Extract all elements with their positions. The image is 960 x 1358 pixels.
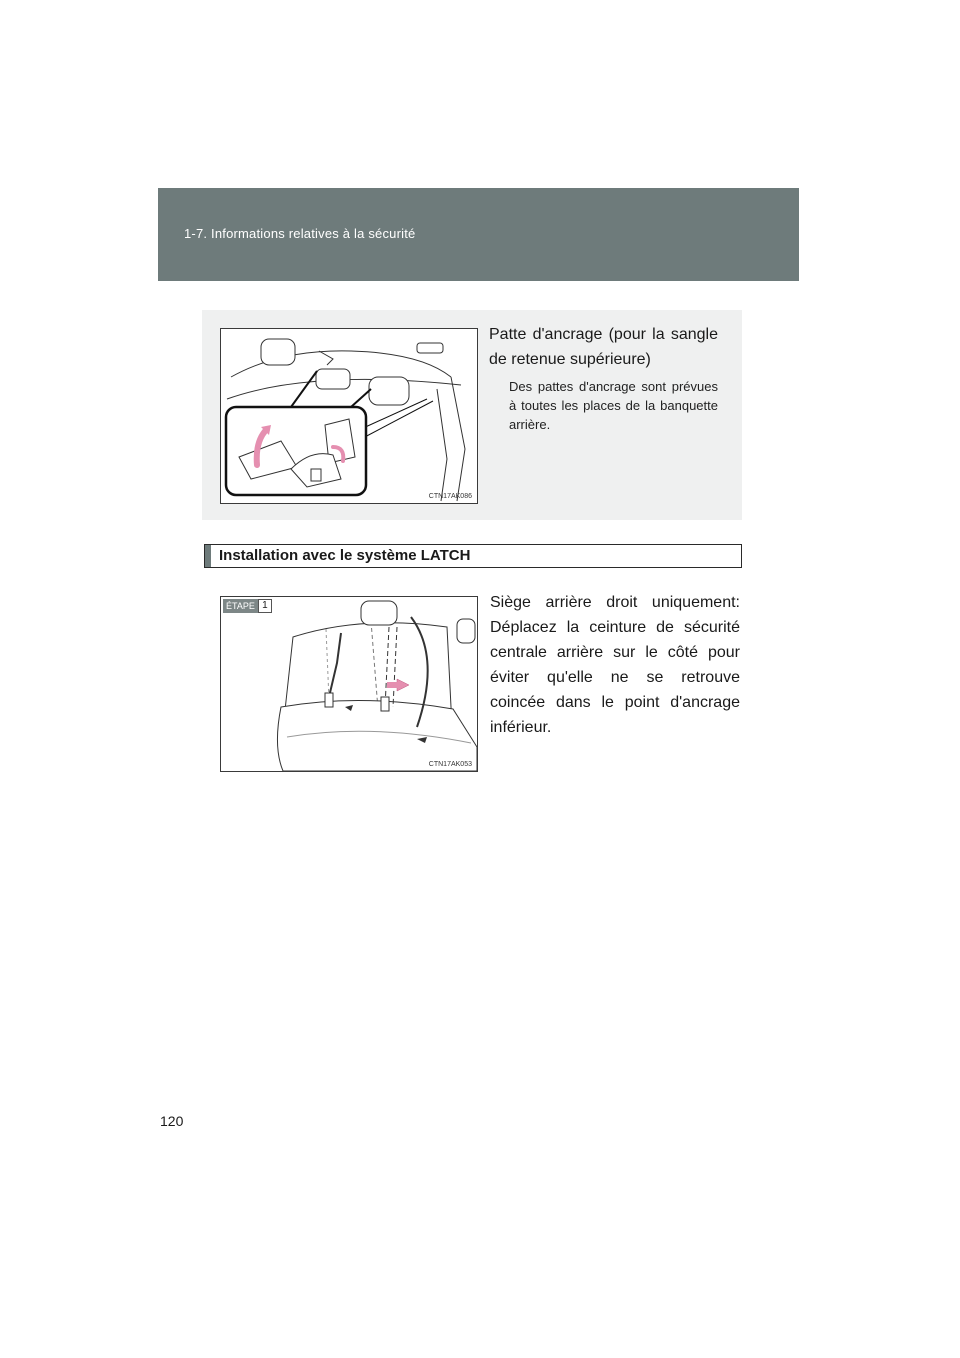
step-label: ÉTAPE — [223, 599, 258, 613]
figure-code: CTN17AK086 — [428, 493, 472, 500]
step-instruction: Siège arrière droit uniquement: Déplacez la ceinture de sécurité centrale arrière sur le côté pour éviter qu'elle ne se retrouve coincée dans le point d'ancrage inférieur. — [490, 594, 740, 736]
section-heading — [204, 544, 742, 568]
chapter-header-band — [158, 188, 799, 281]
rear-seat-drawing — [221, 597, 477, 771]
heading-accent-bar — [205, 545, 211, 567]
anchor-bracket-title: Patte d'ancrage (pour la sangle de retenue supérieure) — [489, 326, 718, 368]
page-number: 120 — [160, 1113, 184, 1129]
figure-code: CTN17AK053 — [428, 761, 472, 768]
step-number: 1 — [258, 599, 272, 613]
anchor-bracket-illustration — [220, 328, 478, 504]
rear-shelf-drawing — [221, 329, 477, 503]
anchor-bracket-note: Des pattes d'ancrage sont prévues à toutes les places de la banquette arrière. — [509, 379, 718, 432]
step-badge — [223, 599, 272, 613]
section-heading-text: Installation avec le système LATCH — [219, 547, 471, 564]
rear-seat-illustration — [220, 596, 478, 772]
chapter-title: 1-7. Informations relatives à la sécurité — [184, 226, 416, 241]
